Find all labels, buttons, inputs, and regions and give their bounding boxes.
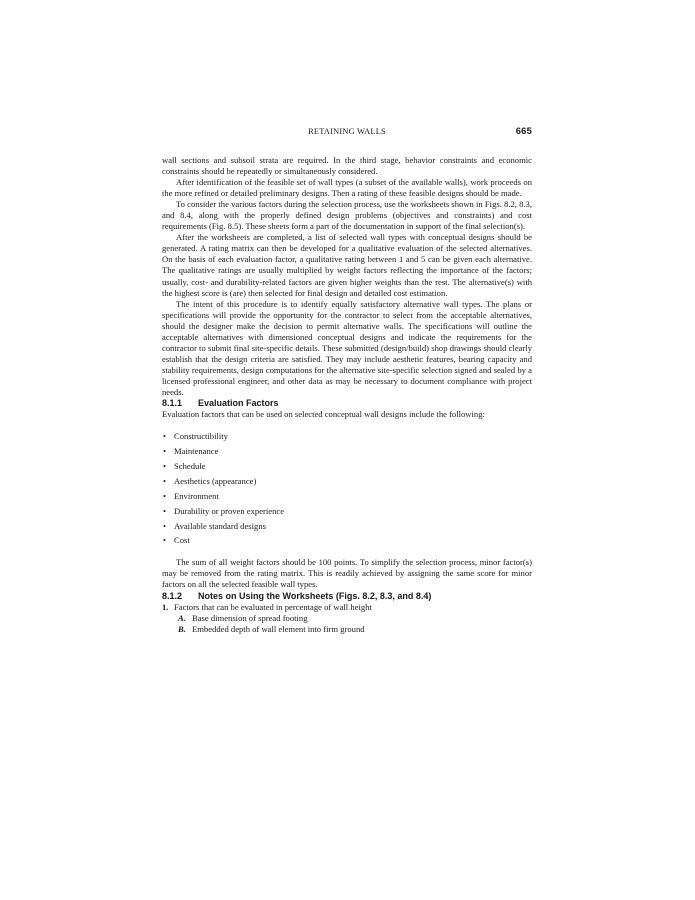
paragraph: The sum of all weight factors should be 100 points. To simplify the selection process, minor factor(s) may be removed from the rating matrix. This is readily achieved by assigning the same score for minor factors on all the selected feasible wall types. bbox=[162, 557, 532, 590]
bullet-icon: • bbox=[163, 520, 167, 531]
list-item: • Cost bbox=[162, 533, 532, 548]
item-text: Factors that can be evaluated in percentage of wall height bbox=[174, 601, 372, 612]
item-number: 1. bbox=[162, 601, 169, 612]
running-header bbox=[162, 124, 532, 138]
list-item: • Schedule bbox=[162, 459, 532, 474]
list-item bbox=[162, 602, 532, 613]
paragraph: To consider the various factors during the selection process, use the worksheets shown in Figs. 8.2, 8.3, and 8.4, along with the properly defined design problems (objectives and constraints) and cost requirements (Fig. 8.5). These sheets form a part of the documentation in support of the final selection(s). bbox=[162, 199, 532, 232]
paragraph: wall sections and subsoil strata are required. In the third stage, behavior constraints and economic constraints should be repeatedly or simultaneously considered. bbox=[162, 155, 532, 177]
running-title: RETAINING WALLS bbox=[308, 127, 386, 136]
section-title: Evaluation Factors bbox=[198, 398, 279, 409]
list-item: • Constructibility bbox=[162, 429, 532, 444]
list-item: • Maintenance bbox=[162, 444, 532, 459]
sub-item bbox=[162, 613, 532, 624]
bullet-icon: • bbox=[163, 535, 167, 546]
numbered-list bbox=[162, 602, 532, 635]
section-heading-8-1-2 bbox=[162, 591, 532, 602]
page-number: 665 bbox=[515, 125, 532, 136]
evaluation-factors-list bbox=[162, 429, 532, 548]
sub-item-text: Embedded depth of wall element into firm ground bbox=[192, 623, 365, 634]
section-number: 8.1.1 bbox=[162, 398, 183, 409]
list-item: • Available standard designs bbox=[162, 519, 532, 534]
sub-item-letter: B. bbox=[178, 623, 186, 634]
bullet-icon: • bbox=[163, 431, 167, 442]
bullet-icon: • bbox=[163, 505, 167, 516]
bullet-icon: • bbox=[163, 446, 167, 457]
body-text bbox=[162, 155, 532, 635]
sub-item-letter: A. bbox=[178, 612, 186, 623]
section-number: 8.1.2 bbox=[162, 590, 183, 601]
section-title: Notes on Using the Worksheets (Figs. 8.2, 8.3, and 8.4) bbox=[198, 590, 432, 601]
bullet-icon: • bbox=[163, 490, 167, 501]
paragraph: The intent of this procedure is to identify equally satisfactory alternative wall types. The plans or specifications will provide the opportunity for the contractor to select from the acceptable alternatives, should the designer make the decision to permit alternative walls. The specifications will outline the acceptable alternatives with dimensioned conceptual designs and indicate the requirements for the contractor to submit final site-specific details. These submitted (design/build) shop drawings should clearly establish that the design criteria are satisfied. They may include aesthetic features, bearing capacity and stability requirements, design computations for the alternative site-specific selection signed and sealed by a licensed professional engineer, and other data as may be necessary to document compliance with project needs. bbox=[162, 298, 532, 397]
bullet-icon: • bbox=[163, 475, 167, 486]
section-heading-8-1-1 bbox=[162, 398, 532, 409]
page-content bbox=[162, 124, 532, 635]
list-item: • Aesthetics (appearance) bbox=[162, 474, 532, 489]
section-intro: Evaluation factors that can be used on selected conceptual wall designs include the following: bbox=[162, 409, 485, 420]
paragraph: After identification of the feasible set of wall types (a subset of the available walls), work proceeds on the more refined or detailed preliminary designs. Then a rating of these feasible designs should be made. bbox=[162, 177, 532, 199]
list-item: • Durability or proven experience bbox=[162, 504, 532, 519]
list-item: • Environment bbox=[162, 489, 532, 504]
bullet-icon: • bbox=[163, 460, 167, 471]
sub-item-text: Base dimension of spread footing bbox=[192, 612, 308, 623]
sub-item bbox=[162, 624, 532, 635]
paragraph: After the worksheets are completed, a list of selected wall types with conceptual designs should be generated. A rating matrix can then be developed for a qualitative evaluation of the selected alternatives. On the basis of each evaluation factor, a qualitative rating between 1 and 5 can be given each alternative. The qualitative ratings are usually multiplied by weight factors reflecting the importance of the factors; usually, cost- and durability-related factors are given higher weights than the rest. The alternative(s) with the highest score is (are) then selected for final design and detailed cost estimation. bbox=[162, 232, 532, 298]
